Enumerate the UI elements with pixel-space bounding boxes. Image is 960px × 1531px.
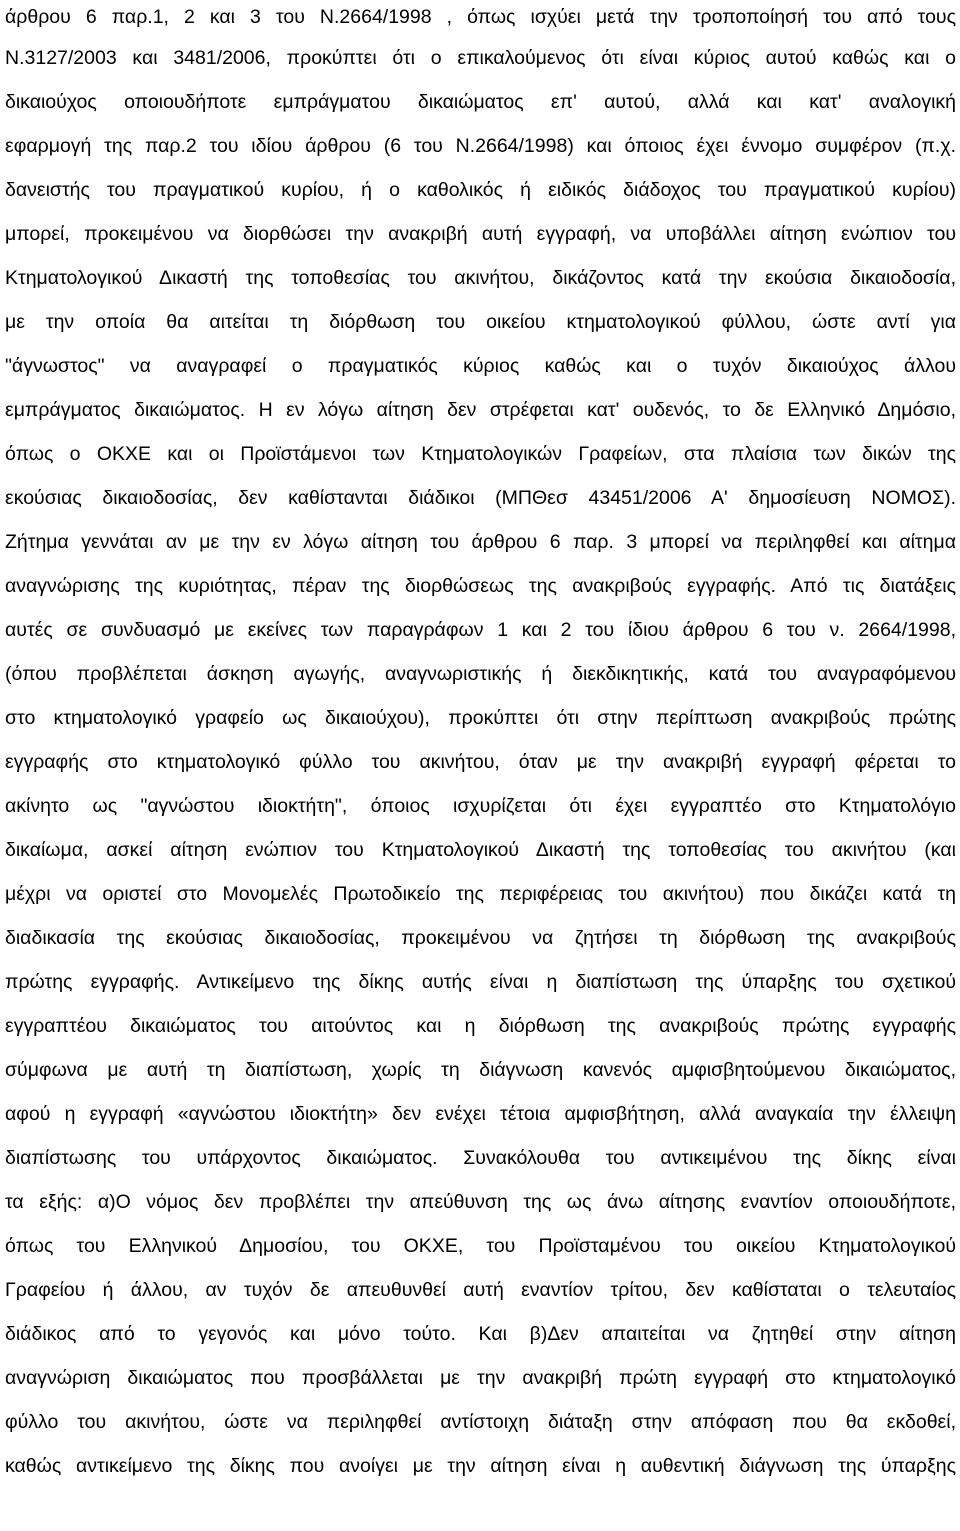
text-line: εγγραφής στο κτηματολογικό φύλλο του ακινήτου, όταν με την ανακριβή εγγραφή φέρεται το xyxy=(5,751,956,773)
text-line: (όπου προβλέπεται άσκηση αγωγής, αναγνωριστικής ή διεκδικητικής, κατά του αναγραφόμενου xyxy=(5,663,956,685)
text-line: "άγνωστος" να αναγραφεί ο πραγματικός κύριος καθώς και ο τυχόν δικαιούχος άλλου xyxy=(5,355,956,377)
text-line: διαδικασία της εκούσιας δικαιοδοσίας, προκειμένου να ζητήσει τη διόρθωση της ανακριβούς xyxy=(5,927,956,949)
text-line: εγγραπτέου δικαιώματος του αιτούντος και η διόρθωση της ανακριβούς πρώτης εγγραφής xyxy=(5,1015,956,1037)
text-line: άρθρου 6 παρ.1, 2 και 3 του Ν.2664/1998 , όπως ισχύει μετά την τροποποίησή του από τους xyxy=(5,6,956,28)
text-line: Ζήτημα γεννάται αν με την εν λόγω αίτηση του άρθρου 6 παρ. 3 μπορεί να περιληφθεί και αίτημα xyxy=(5,531,956,553)
text-line: όπως ο ΟΚΧΕ και οι Προϊστάμενοι των Κτηματολογικών Γραφείων, στα πλαίσια των δικών της xyxy=(5,443,956,465)
text-line: δικαιούχος οποιουδήποτε εμπράγματου δικαιώματος επ' αυτού, αλλά και κατ' αναλογική xyxy=(5,91,956,113)
text-line: Ν.3127/2003 και 3481/2006, προκύπτει ότι ο επικαλούμενος ότι είναι κύριος αυτού καθώς και ο xyxy=(5,47,956,69)
text-line: διάδικος από το γεγονός και μόνο τούτο. Και β)Δεν απαιτείται να ζητηθεί στην αίτηση xyxy=(5,1323,956,1345)
text-line: μέχρι να οριστεί στο Μονομελές Πρωτοδικείο της περιφέρειας του ακινήτου) που δικάζει κατά τη xyxy=(5,883,956,905)
text-line: διαπίστωσης του υπάρχοντος δικαιώματος. Συνακόλουθα του αντικειμένου της δίκης είναι xyxy=(5,1147,956,1169)
text-line: μπορεί, προκειμένου να διορθώσει την ανακριβή αυτή εγγραφή, να υποβάλλει αίτηση ενώπιον του xyxy=(5,223,956,245)
text-line: δανειστής του πραγματικού κυρίου, ή ο καθολικός ή ειδικός διάδοχος του πραγματικού κυρίου) xyxy=(5,179,956,201)
text-line: σύμφωνα με αυτή τη διαπίστωση, χωρίς τη διάγνωση κανενός αμφισβητούμενου δικαιώματος, xyxy=(5,1059,956,1081)
text-line: φύλλο του ακινήτου, ώστε να περιληφθεί αντίστοιχη διάταξη στην απόφαση που θα εκδοθεί, xyxy=(5,1411,956,1433)
text-line: καθώς αντικείμενο της δίκης που ανοίγει με την αίτηση είναι η αυθεντική διάγνωση της ύπαρξης xyxy=(5,1455,956,1477)
text-line xyxy=(5,1491,956,1525)
text-line: όπως του Ελληνικού Δημοσίου, του ΟΚΧΕ, του Προϊσταμένου του οικείου Κτηματολογικού xyxy=(5,1235,956,1257)
text-line: εμπράγματος δικαιώματος. Η εν λόγω αίτηση δεν στρέφεται κατ' ουδενός, το δε Ελληνικό Δημόσιο, xyxy=(5,399,956,421)
text-line: αναγνώριση δικαιώματος που προσβάλλεται με την ανακριβή πρώτη εγγραφή στο κτηματολογικό xyxy=(5,1367,956,1389)
text-line: με την οποία θα αιτείται τη διόρθωση του οικείου κτηματολογικού φύλλου, ώστε αντί για xyxy=(5,311,956,333)
text-line: αφού η εγγραφή «αγνώστου ιδιοκτήτη» δεν ενέχει τέτοια αμφισβήτηση, αλλά αναγκαία την έλλειψη xyxy=(5,1103,956,1125)
text-line: Κτηματολογικού Δικαστή της τοποθεσίας του ακινήτου, δικάζοντος κατά την εκούσια δικαιοδοσία, xyxy=(5,267,956,289)
text-line: Γραφείου ή άλλου, αν τυχόν δε απευθυνθεί αυτή εναντίον τρίτου, δεν καθίσταται ο τελευταίος xyxy=(5,1279,956,1301)
text-line: στο κτηματολογικό γραφείο ως δικαιούχου), προκύπτει ότι στην περίπτωση ανακριβούς πρώτης xyxy=(5,707,956,729)
text-line: τα εξής: α)Ο νόμος δεν προβλέπει την απεύθυνση της ως άνω αίτησης εναντίον οποιουδήποτε, xyxy=(5,1191,956,1213)
text-line: ακίνητο ως "αγνώστου ιδιοκτήτη", όποιος ισχυρίζεται ότι έχει εγγραπτέο στο Κτηματολόγιο xyxy=(5,795,956,817)
text-line: αυτές σε συνδυασμό με εκείνες των παραγράφων 1 και 2 του ίδιου άρθρου 6 του ν. 2664/1998, xyxy=(5,619,956,641)
text-line: αναγνώρισης της κυριότητας, πέραν της διορθώσεως της ανακριβούς εγγραφής. Από τις διατάξεις xyxy=(5,575,956,597)
text-line: εφαρμογή της παρ.2 του ιδίου άρθρου (6 του Ν.2664/1998) και όποιος έχει έννομο συμφέρον (π.χ. xyxy=(5,135,956,157)
text-line: δικαίωμα, ασκεί αίτηση ενώπιον του Κτηματολογικού Δικαστή της τοποθεσίας του ακινήτου (και xyxy=(5,839,956,861)
text-line: εκούσιας δικαιοδοσίας, δεν καθίστανται διάδικοι (ΜΠΘεσ 43451/2006 Α' δημοσίευση ΝΟΜΟΣ). xyxy=(5,487,956,509)
text-line: πρώτης εγγραφής. Αντικείμενο της δίκης αυτής είναι η διαπίστωση της ύπαρξης του σχετικού xyxy=(5,971,956,993)
